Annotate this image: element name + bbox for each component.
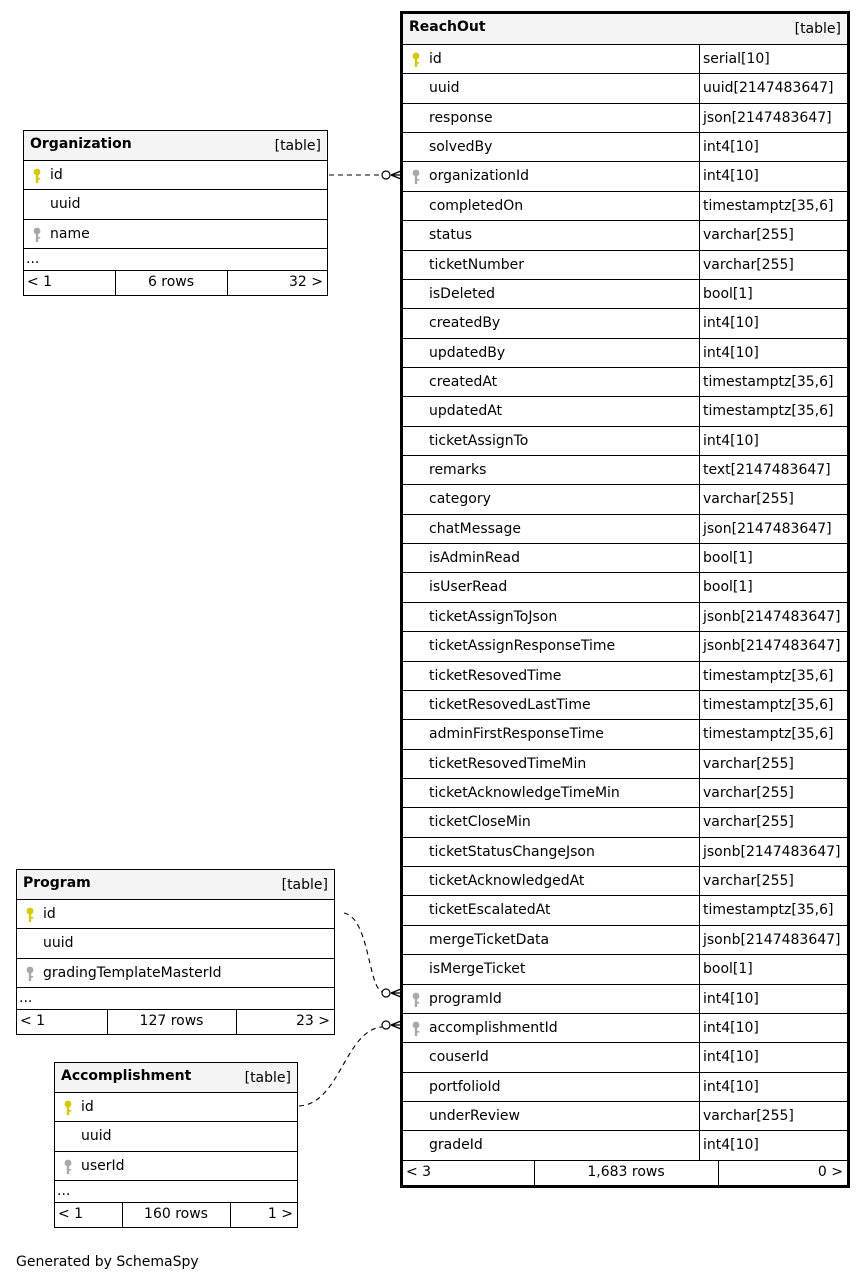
row-count: 6 rows: [147, 274, 195, 291]
column-divider: [699, 485, 700, 513]
footer-divider: [534, 1161, 535, 1185]
column-row-status[interactable]: [403, 221, 847, 250]
table-footer: [24, 271, 327, 295]
column-row-organizationId[interactable]: [403, 162, 847, 191]
column-row-ticketNumber[interactable]: [403, 251, 847, 280]
column-type: timestamptz[35,6]: [703, 373, 834, 390]
column-name: ticketAssignToJson: [429, 608, 558, 625]
column-type: timestamptz[35,6]: [703, 667, 834, 684]
column-type: int4[10]: [703, 344, 759, 361]
table-name: Program: [23, 875, 91, 891]
footer-divider: [107, 1010, 108, 1034]
column-type: varchar[255]: [703, 227, 794, 244]
more-columns-ellipsis: [24, 249, 327, 271]
generated-by-label: Generated by SchemaSpy: [16, 1254, 199, 1270]
row-count: 127 rows: [139, 1013, 204, 1030]
parent-count: < 3: [406, 1163, 432, 1180]
column-type: timestamptz[35,6]: [703, 197, 834, 214]
column-row-id[interactable]: [17, 900, 334, 929]
table-header: [55, 1063, 297, 1093]
column-name: ticketNumber: [429, 256, 525, 273]
column-row-ticketAcknowledgeTimeMin[interactable]: [403, 779, 847, 808]
column-name: gradeId: [429, 1137, 483, 1154]
column-divider: [699, 221, 700, 249]
column-row-updatedBy[interactable]: [403, 339, 847, 368]
column-name: updatedBy: [429, 344, 506, 361]
column-name: uuid: [50, 196, 81, 213]
column-type: int4[10]: [703, 315, 759, 332]
column-row-response[interactable]: [403, 104, 847, 133]
column-row-programId[interactable]: [403, 985, 847, 1014]
footer-divider: [115, 271, 116, 295]
table-footer: [403, 1161, 847, 1185]
column-name: isUserRead: [429, 579, 508, 596]
footer-divider: [227, 271, 228, 295]
column-divider: [699, 456, 700, 484]
column-type: varchar[255]: [703, 814, 794, 831]
column-name: ticketResovedLastTime: [429, 696, 591, 713]
program-table[interactable]: [16, 869, 335, 1035]
column-name: id: [43, 906, 56, 922]
column-type: int4[10]: [703, 1049, 759, 1066]
column-row-accomplishmentId[interactable]: [403, 1014, 847, 1043]
column-type: int4[10]: [703, 1137, 759, 1154]
table-header: [403, 14, 847, 45]
column-divider: [699, 603, 700, 631]
table-footer: [55, 1203, 297, 1227]
column-divider: [699, 74, 700, 102]
column-row-portfolioId[interactable]: [403, 1073, 847, 1102]
column-row-ticketResovedTime[interactable]: [403, 662, 847, 691]
column-divider: [699, 1131, 700, 1159]
column-divider: [699, 251, 700, 279]
column-name: uuid: [81, 1128, 112, 1145]
table-header: [24, 131, 327, 161]
column-divider: [699, 838, 700, 866]
parent-count: < 1: [27, 274, 53, 291]
column-divider: [699, 720, 700, 748]
column-divider: [699, 955, 700, 983]
column-row-ticketEscalatedAt[interactable]: [403, 896, 847, 925]
column-row-completedOn[interactable]: [403, 192, 847, 221]
footer-divider: [230, 1203, 231, 1227]
child-count: 32 >: [289, 274, 323, 291]
column-divider: [699, 926, 700, 954]
column-row-gradeId[interactable]: [403, 1131, 847, 1160]
column-name: accomplishmentId: [429, 1019, 558, 1036]
column-row-ticketAssignTo[interactable]: [403, 427, 847, 456]
column-divider: [699, 192, 700, 220]
column-name: ticketAssignResponseTime: [429, 638, 616, 655]
column-type: int4[10]: [703, 1078, 759, 1095]
column-divider: [699, 133, 700, 161]
column-divider: [699, 808, 700, 836]
column-row-gradingTemplateMasterId[interactable]: [17, 959, 334, 988]
column-row-ticketResovedTimeMin[interactable]: [403, 750, 847, 779]
column-divider: [699, 750, 700, 778]
column-row-isAdminRead[interactable]: [403, 544, 847, 573]
column-name: isAdminRead: [429, 550, 520, 567]
column-name: underReview: [429, 1107, 520, 1124]
column-type: varchar[255]: [703, 873, 794, 890]
column-divider: [699, 162, 700, 190]
column-name: createdAt: [429, 373, 498, 390]
column-row-uuid[interactable]: [24, 190, 327, 219]
column-divider: [699, 104, 700, 132]
column-name: portfolioId: [429, 1078, 501, 1095]
column-row-remarks[interactable]: [403, 456, 847, 485]
column-type: bool[1]: [703, 550, 753, 567]
column-type: varchar[255]: [703, 755, 794, 772]
column-name: ticketCloseMin: [429, 814, 531, 831]
child-count: 1 >: [267, 1206, 293, 1223]
column-type: jsonb[2147483647]: [703, 638, 841, 655]
column-row-ticketAcknowledgedAt[interactable]: [403, 867, 847, 896]
column-divider: [699, 573, 700, 601]
column-row-createdAt[interactable]: [403, 368, 847, 397]
column-type: jsonb[2147483647]: [703, 931, 841, 948]
column-divider: [699, 544, 700, 572]
column-name: ticketStatusChangeJson: [429, 843, 595, 860]
row-count: 160 rows: [144, 1206, 208, 1223]
reachout-table[interactable]: [400, 11, 850, 1188]
primary-key-icon: [32, 168, 42, 184]
column-divider: [699, 280, 700, 308]
index-key-icon: [411, 169, 421, 185]
column-name: ticketAcknowledgedAt: [429, 873, 585, 890]
column-name: updatedAt: [429, 403, 503, 420]
column-row-uuid[interactable]: [55, 1122, 297, 1151]
column-name: response: [429, 109, 493, 126]
column-type: varchar[255]: [703, 491, 794, 508]
parent-count: < 1: [20, 1013, 46, 1030]
child-count: 0 >: [817, 1163, 843, 1180]
table-header: [17, 870, 334, 900]
row-count: 1,683 rows: [587, 1163, 665, 1180]
table-type-label: [table]: [794, 21, 841, 37]
primary-key-icon: [25, 907, 35, 923]
column-divider: [699, 368, 700, 396]
column-type: timestamptz[35,6]: [703, 696, 834, 713]
table-type-label: [table]: [274, 138, 321, 154]
column-name: organizationId: [429, 168, 530, 185]
column-name: status: [429, 227, 473, 244]
column-type: uuid[2147483647]: [703, 80, 834, 97]
column-divider: [699, 985, 700, 1013]
column-name: category: [429, 491, 491, 508]
column-type: int4[10]: [703, 168, 759, 185]
ellipsis-text: ...: [57, 1183, 71, 1200]
organization-table[interactable]: [23, 130, 328, 296]
column-name: couserId: [429, 1049, 489, 1066]
column-name: adminFirstResponseTime: [429, 726, 604, 743]
column-row-id[interactable]: [24, 161, 327, 190]
footer-divider: [236, 1010, 237, 1034]
more-columns-ellipsis: [55, 1181, 297, 1203]
column-name: solvedBy: [429, 139, 493, 156]
column-divider: [699, 309, 700, 337]
column-name: ticketResovedTime: [429, 667, 562, 684]
program-crows-foot: [382, 989, 401, 997]
accomplishment-crows-foot: [382, 1021, 401, 1029]
column-row-uuid[interactable]: [403, 74, 847, 103]
column-name: ticketAssignTo: [429, 432, 529, 449]
column-type: timestamptz[35,6]: [703, 902, 834, 919]
column-type: json[2147483647]: [703, 520, 832, 537]
column-row-name[interactable]: [24, 220, 327, 249]
column-divider: [699, 45, 700, 73]
column-divider: [699, 1014, 700, 1042]
footer-divider: [122, 1203, 123, 1227]
column-name: mergeTicketData: [429, 931, 550, 948]
more-columns-ellipsis: [17, 988, 334, 1010]
column-divider: [699, 1102, 700, 1130]
organization-crows-foot: [382, 171, 401, 179]
column-row-id[interactable]: [403, 45, 847, 74]
column-name: gradingTemplateMasterId: [43, 964, 222, 981]
index-key-icon: [32, 227, 42, 243]
column-row-updatedAt[interactable]: [403, 397, 847, 426]
column-divider: [699, 397, 700, 425]
column-name: remarks: [429, 462, 487, 479]
column-row-mergeTicketData[interactable]: [403, 926, 847, 955]
column-type: varchar[255]: [703, 256, 794, 273]
footer-divider: [718, 1161, 719, 1185]
column-name: uuid: [429, 80, 460, 97]
column-type: jsonb[2147483647]: [703, 843, 841, 860]
column-type: timestamptz[35,6]: [703, 403, 834, 420]
column-row-isDeleted[interactable]: [403, 280, 847, 309]
column-row-couserId[interactable]: [403, 1043, 847, 1072]
column-type: int4[10]: [703, 1019, 759, 1036]
column-name: name: [50, 225, 90, 242]
column-type: int4[10]: [703, 432, 759, 449]
column-type: serial[10]: [703, 51, 770, 67]
column-type: int4[10]: [703, 990, 759, 1007]
column-row-ticketAssignToJson[interactable]: [403, 603, 847, 632]
column-row-category[interactable]: [403, 485, 847, 514]
accomplishment-table[interactable]: [54, 1062, 298, 1228]
table-name: Organization: [30, 136, 132, 152]
table-name: Accomplishment: [61, 1068, 192, 1084]
column-divider: [699, 691, 700, 719]
column-row-chatMessage[interactable]: [403, 515, 847, 544]
column-divider: [699, 896, 700, 924]
column-row-adminFirstResponseTime[interactable]: [403, 720, 847, 749]
column-row-underReview[interactable]: [403, 1102, 847, 1131]
column-row-userId[interactable]: [55, 1152, 297, 1181]
column-divider: [699, 515, 700, 543]
primary-key-icon: [63, 1100, 73, 1116]
column-name: uuid: [43, 935, 74, 952]
index-key-icon: [411, 992, 421, 1008]
column-divider: [699, 662, 700, 690]
ellipsis-text: ...: [26, 251, 40, 268]
column-name: id: [429, 51, 442, 67]
table-footer: [17, 1010, 334, 1034]
column-type: varchar[255]: [703, 1107, 794, 1124]
column-name: ticketEscalatedAt: [429, 902, 551, 919]
column-name: isMergeTicket: [429, 961, 526, 978]
column-type: jsonb[2147483647]: [703, 608, 841, 625]
column-divider: [699, 1073, 700, 1101]
column-type: bool[1]: [703, 285, 753, 302]
column-type: json[2147483647]: [703, 109, 832, 126]
column-divider: [699, 339, 700, 367]
column-row-id[interactable]: [55, 1093, 297, 1122]
column-row-ticketStatusChangeJson[interactable]: [403, 838, 847, 867]
column-divider: [699, 779, 700, 807]
column-name: ticketResovedTimeMin: [429, 755, 587, 772]
column-name: isDeleted: [429, 285, 496, 302]
column-name: completedOn: [429, 197, 524, 214]
column-name: programId: [429, 990, 502, 1007]
column-row-createdBy[interactable]: [403, 309, 847, 338]
column-name: createdBy: [429, 315, 501, 332]
column-row-ticketAssignResponseTime[interactable]: [403, 632, 847, 661]
column-type: text[2147483647]: [703, 462, 831, 479]
column-row-uuid[interactable]: [17, 929, 334, 958]
primary-key-icon: [411, 52, 421, 68]
column-name: ticketAcknowledgeTimeMin: [429, 784, 620, 801]
column-name: id: [50, 167, 63, 183]
table-type-label: [table]: [244, 1070, 291, 1086]
column-type: varchar[255]: [703, 784, 794, 801]
table-name: ReachOut: [409, 19, 486, 35]
accomplishment-relationship-line: [299, 1027, 382, 1106]
child-count: 23 >: [296, 1013, 330, 1030]
column-row-ticketCloseMin[interactable]: [403, 808, 847, 837]
index-key-icon: [411, 1021, 421, 1037]
column-type: bool[1]: [703, 579, 753, 596]
column-row-isUserRead[interactable]: [403, 573, 847, 602]
column-divider: [699, 427, 700, 455]
program-relationship-line: [344, 913, 383, 992]
column-type: bool[1]: [703, 961, 753, 978]
parent-count: < 1: [58, 1206, 84, 1223]
column-type: int4[10]: [703, 139, 759, 156]
column-divider: [699, 632, 700, 660]
table-type-label: [table]: [281, 877, 328, 893]
index-key-icon: [25, 966, 35, 982]
column-divider: [699, 867, 700, 895]
column-name: userId: [81, 1157, 125, 1174]
column-row-solvedBy[interactable]: [403, 133, 847, 162]
column-row-ticketResovedLastTime[interactable]: [403, 691, 847, 720]
ellipsis-text: ...: [19, 990, 33, 1007]
column-name: id: [81, 1099, 94, 1115]
column-name: chatMessage: [429, 520, 521, 537]
index-key-icon: [63, 1159, 73, 1175]
column-row-isMergeTicket[interactable]: [403, 955, 847, 984]
column-divider: [699, 1043, 700, 1071]
column-type: timestamptz[35,6]: [703, 726, 834, 743]
